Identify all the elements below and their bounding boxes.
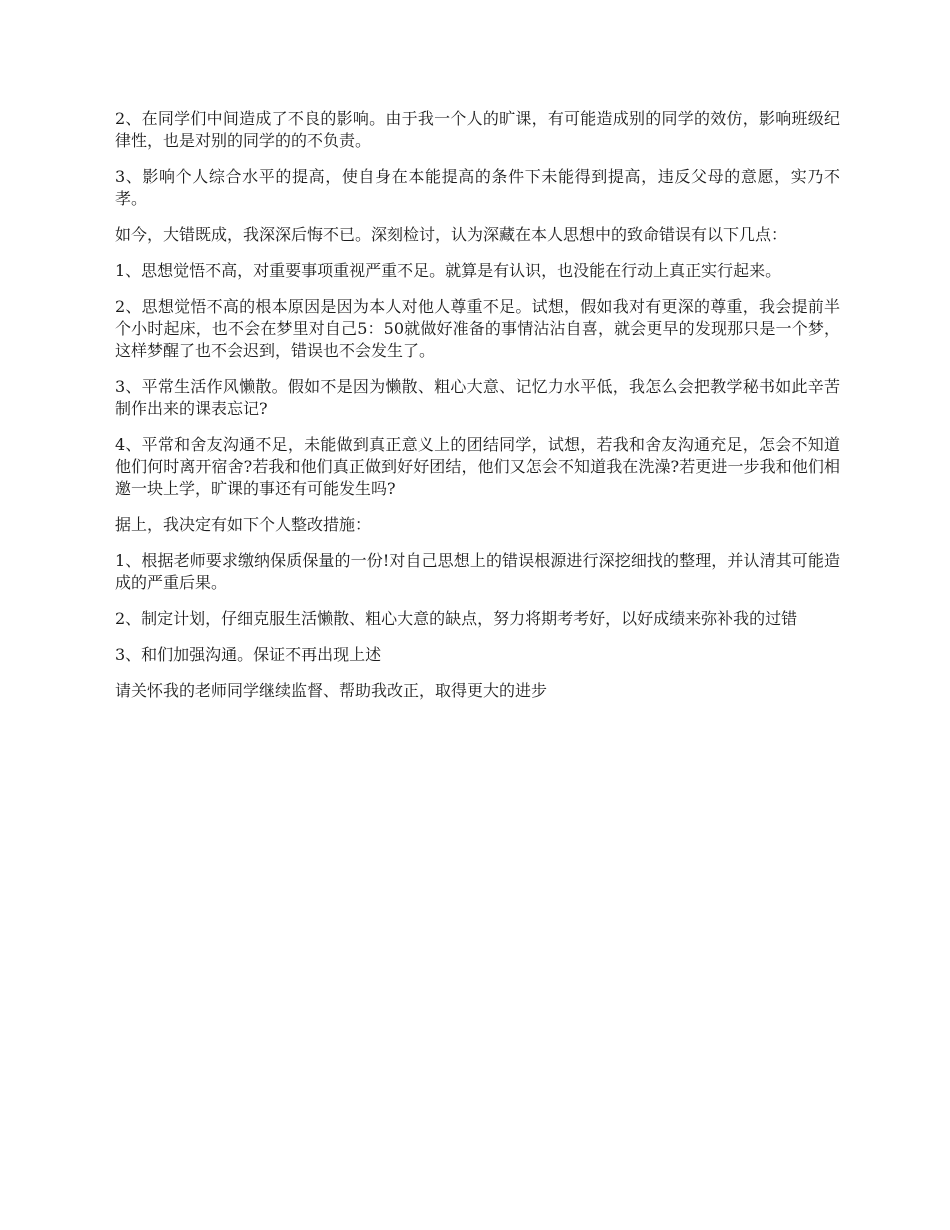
paragraph-measure-3: 3、和们加强沟通。保证不再出现上述 — [115, 645, 382, 664]
paragraph-consequence-3: 3、影响个人综合水平的提高，使自身在本能提高的条件下未能得到提高，违反父母的意愿，实乃不孝。 — [115, 167, 840, 208]
paragraph-measures-intro: 据上，我决定有如下个人整改措施： — [115, 515, 372, 534]
paragraph-error-1: 1、思想觉悟不高，对重要事项重视严重不足。就算是有认识，也没能在行动上真正实行起来。 — [115, 261, 782, 280]
paragraph-error-2: 2、思想觉悟不高的根本原因是因为本人对他人尊重不足。试想，假如我对有更深的尊重，我会提前半个小时起床，也不会在梦里对自己5：50就做好准备的事情沾沾自喜，就会更早的发现那只是一个梦，这样梦醒了也不会迟到，错误也不会发生了。 — [115, 297, 840, 360]
paragraph-error-4: 4、平常和舍友沟通不足，未能做到真正意义上的团结同学，试想，若我和舍友沟通充足，怎会不知道他们何时离开宿舍?若我和他们真正做到好好团结，他们又怎会不知道我在洗澡?若更进一步我和他们相邀一块上学，旷课的事还有可能发生吗? — [115, 435, 840, 498]
paragraph-consequence-2: 2、在同学们中间造成了不良的影响。由于我一个人的旷课，有可能造成别的同学的效仿，影响班级纪律性，也是对别的同学的的不负责。 — [115, 109, 840, 150]
paragraph-measure-1: 1、根据老师要求缴纳保质保量的一份!对自己思想上的错误根源进行深挖细找的整理，并认清其可能造成的严重后果。 — [115, 551, 840, 592]
paragraph-reflection-intro: 如今，大错既成，我深深后悔不已。深刻检讨，认为深藏在本人思想中的致命错误有以下几点： — [115, 225, 788, 244]
paragraph-error-3: 3、平常生活作风懒散。假如不是因为懒散、粗心大意、记忆力水平低，我怎么会把教学秘书如此辛苦制作出来的课表忘记? — [115, 377, 840, 418]
paragraph-closing: 请关怀我的老师同学继续监督、帮助我改正，取得更大的进步 — [115, 681, 548, 700]
paragraph-measure-2: 2、制定计划，仔细克服生活懒散、粗心大意的缺点，努力将期考考好，以好成绩来弥补我的过错 — [115, 609, 798, 628]
document-page — [115, 108, 840, 716]
